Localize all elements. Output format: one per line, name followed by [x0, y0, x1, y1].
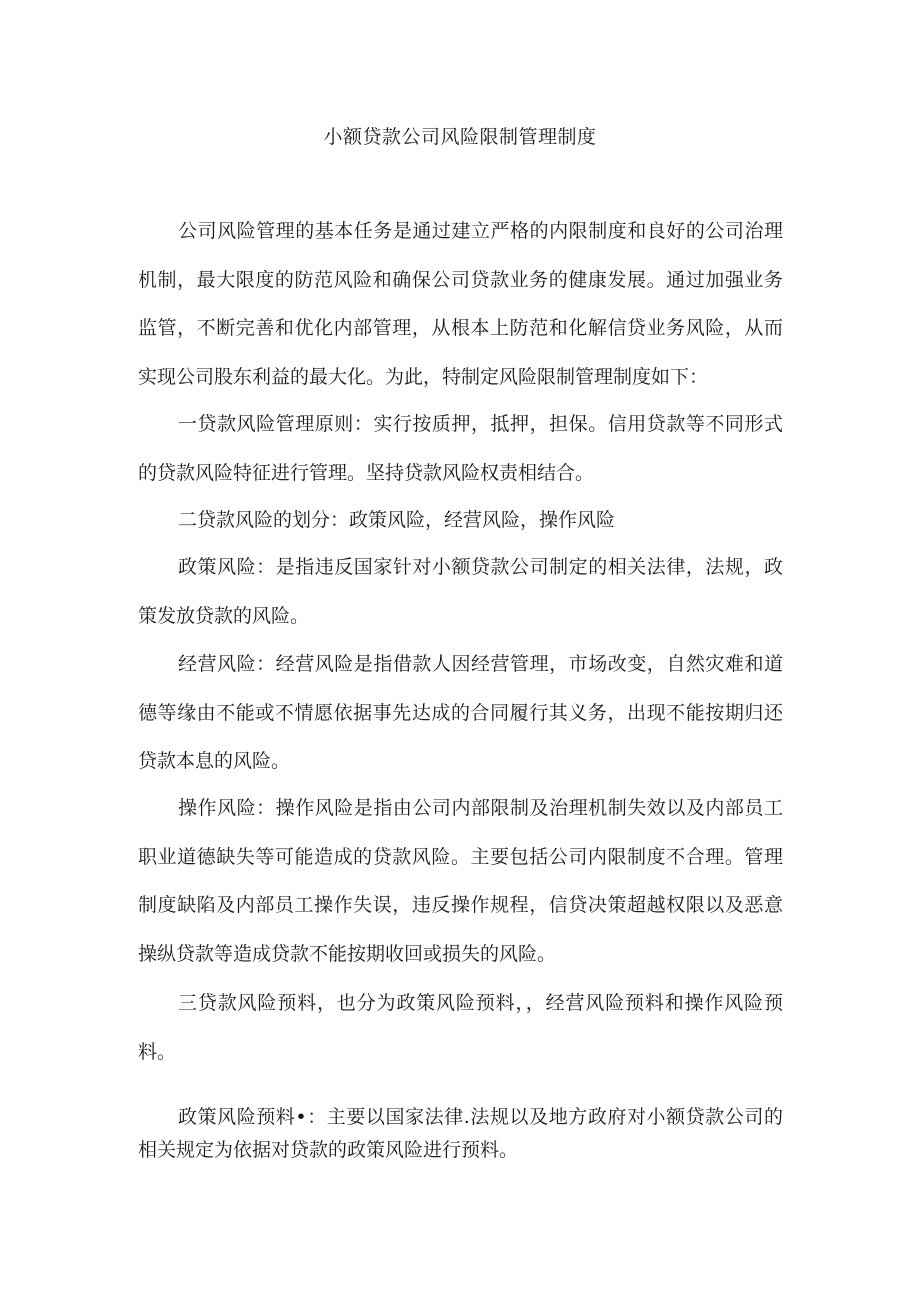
paragraph-risk-forecast: 三贷款风险预料，也分为政策风险预料，，经营风险预料和操作风险预料。: [138, 992, 783, 1063]
paragraph-policy-risk: 政策风险：是指违反国家针对小额贷款公司制定的相关法律，法规，政策发放贷款的风险。: [138, 556, 783, 627]
paragraph-policy-forecast: 政策风险预料•：主要以国家法律.法规以及地方政府对小额贷款公司的相关规定为依据对贷款的政策风险进行预料。: [138, 1106, 783, 1161]
paragraph-intro: 公司风险管理的基本任务是通过建立严格的内限制度和良好的公司治理机制，最大限度的防范风险和确保公司贷款业务的健康发展。通过加强业务监管，不断完善和优化内部管理，从根本上防范和化解信贷业务风险，从而实现公司股东利益的最大化。为此，特制定风险限制管理制度如下：: [138, 220, 783, 388]
paragraph-principle: 一贷款风险管理原则：实行按质押，抵押，担保。信用贷款等不同形式的贷款风险特征进行管理。坚持贷款风险权责相结合。: [138, 413, 783, 484]
document-title: 小额贷款公司风险限制管理制度: [323, 126, 597, 148]
paragraph-operational-risk: 操作风险：操作风险是指由公司内部限制及治理机制失效以及内部员工职业道德缺失等可能造成的贷款风险。主要包括公司内限制度不合理。管理制度缺陷及内部员工操作失误，违反操作规程，信贷决策超越权限以及恶意操纵贷款等造成贷款不能按期收回或损失的风险。: [138, 797, 783, 965]
paragraph-risk-division: 二贷款风险的划分：政策风险，经营风险，操作风险: [178, 509, 616, 531]
paragraph-business-risk: 经营风险：经营风险是指借款人因经营管理，市场改变，自然灾难和道德等缘由不能或不情愿依据事先达成的合同履行其义务，出现不能按期归还贷款本息的风险。: [138, 653, 783, 772]
